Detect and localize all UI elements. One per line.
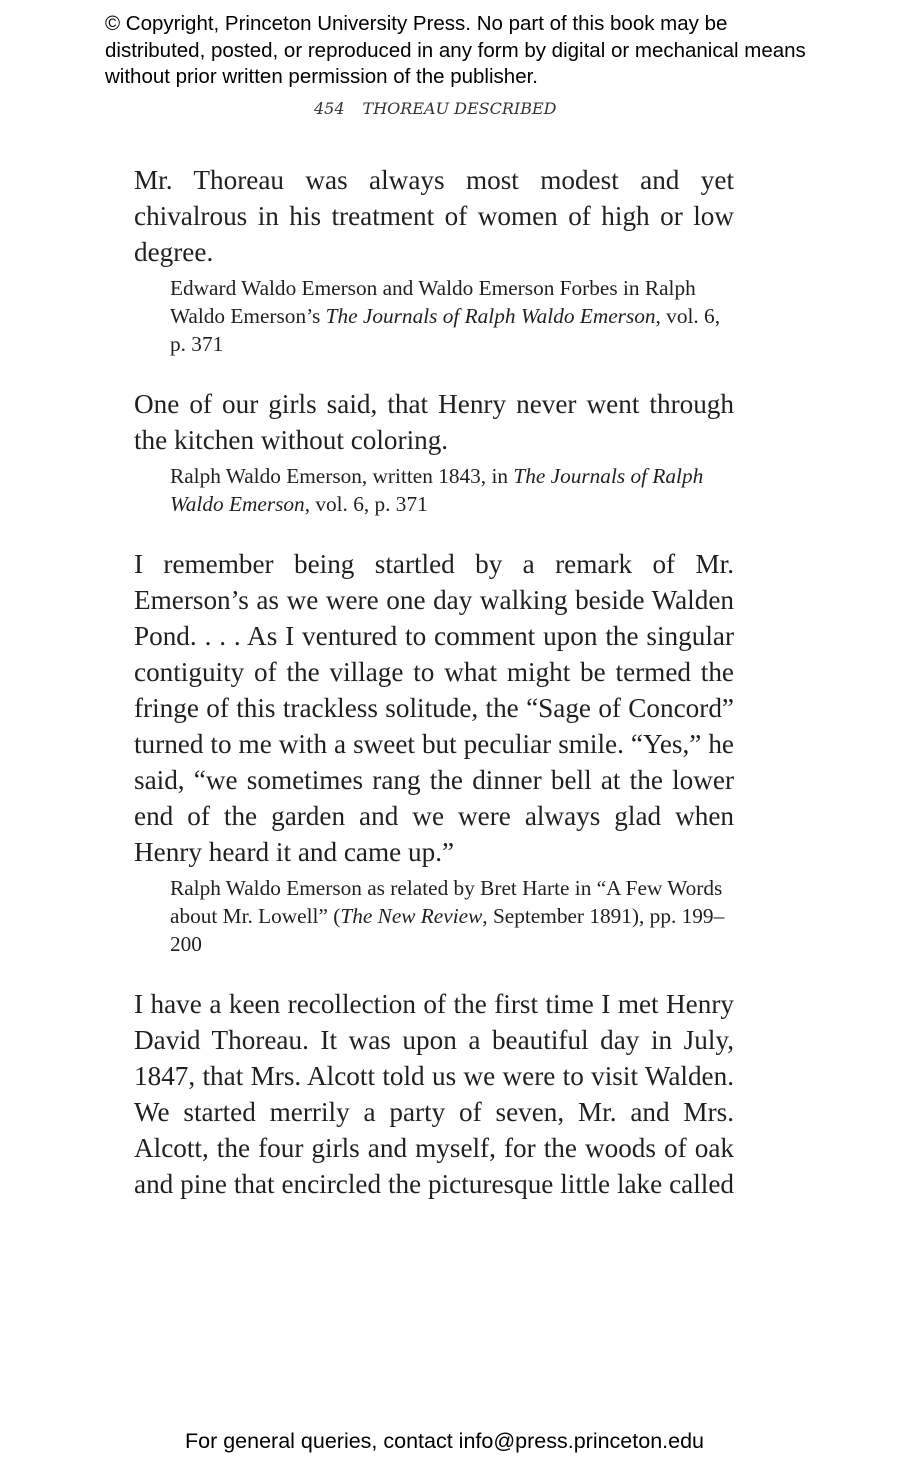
copyright-notice: © Copyright, Princeton University Press. No part of this book may be distributed, posted, or reproduced in any form by digital or mechanical means without prior written permission of the publisher. (105, 12, 806, 88)
attribution-text: Edward Waldo Emerson and Waldo Emerson Forbes in Ralph Waldo Emerson’s (170, 276, 696, 328)
quote-attribution (170, 874, 734, 958)
quote-text: I remember being startled by a remark of Mr. Emerson’s as we were one day walking beside Walden Pond. . . . As I ventured to comment upon the singular contiguity of the village to what might be termed the fringe of this trackless solitude, the “Sage of Concord” turned to me with a sweet but peculiar smile. “Yes,” he said, “we sometimes rang the dinner bell at the lower end of the garden and we were always glad when Henry heard it and came up.” (134, 549, 734, 867)
quote-text: One of our girls said, that Henry never went through the kitchen without coloring. (134, 389, 734, 455)
page-number: 454 (314, 99, 345, 118)
quote-entry (134, 386, 734, 518)
attribution-text: , September 1891), pp. 199–200 (170, 904, 725, 956)
quote-attribution (170, 274, 734, 358)
running-head-title: THOREAU DESCRIBED (362, 99, 557, 118)
attribution-text: Ralph Waldo Emerson as related by Bret Harte in “A Few Words about Mr. Lowell” ( (170, 876, 723, 928)
quote-entry (134, 162, 734, 358)
quote-entry (134, 986, 734, 1202)
attribution-work-title: The Journals of Ralph Waldo Emerson (170, 464, 704, 516)
running-head (314, 98, 556, 120)
footer-contact: For general queries, contact info@press.princeton.edu (185, 1429, 705, 1453)
page-body (134, 162, 734, 1230)
quote-entry (134, 546, 734, 958)
quote-attribution (170, 462, 734, 518)
attribution-work-title: The New Review (340, 904, 483, 928)
attribution-text: , vol. 6, p. 371 (304, 492, 428, 516)
attribution-text: , vol. 6, p. 371 (170, 304, 721, 356)
attribution-text: Ralph Waldo Emerson, written 1843, in (170, 464, 514, 488)
quote-text: I have a keen recollection of the first time I met Henry David Thoreau. It was upon a beautiful day in July, 1847, that Mrs. Alcott told us we were to visit Walden. We started merrily a party of seven, Mr. and Mrs. Alcott, the four girls and myself, for the woods of oak and pine that encircled the picturesque little lake called (134, 989, 734, 1199)
attribution-work-title: The Journals of Ralph Waldo Emerson (325, 304, 656, 328)
quote-text: Mr. Thoreau was always most modest and yet chivalrous in his treatment of women of high or low degree. (134, 165, 734, 267)
